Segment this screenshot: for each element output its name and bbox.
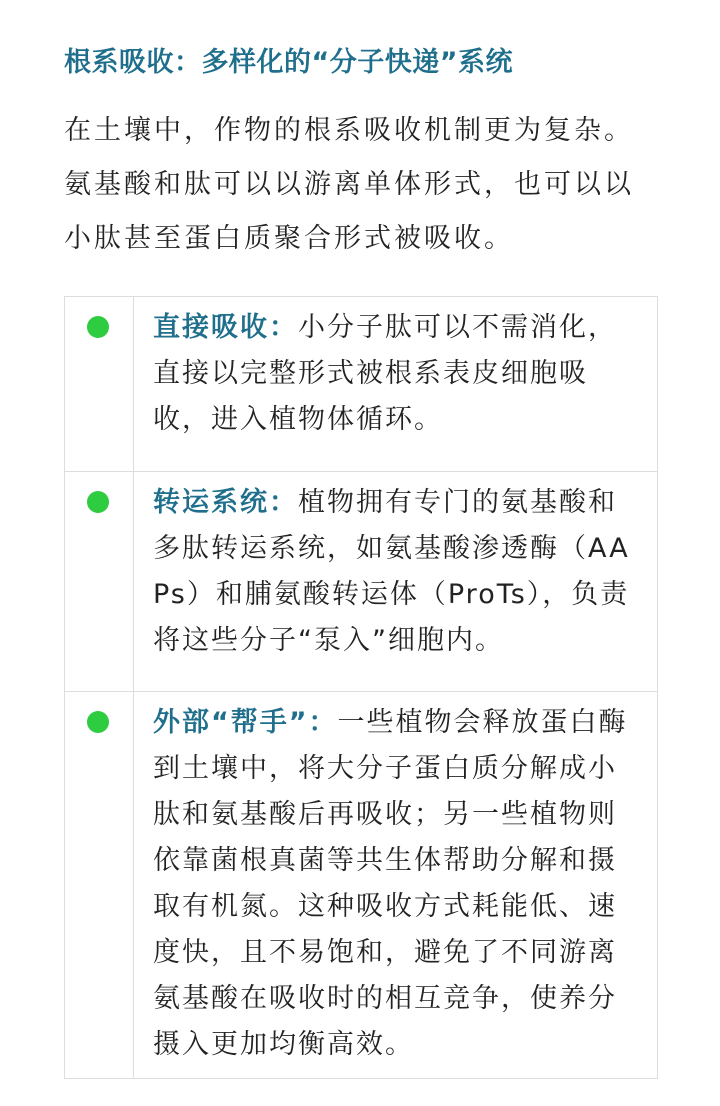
bullet-cell: [65, 472, 134, 691]
item-text: 小分子肽可以不需消化，: [298, 312, 617, 343]
item-line: 肽和氨基酸后再吸收；另一些植物则: [153, 799, 617, 830]
item-line: 到土壤中，将大分子蛋白质分解成小: [153, 753, 617, 784]
item-line: 依靠菌根真菌等共生体帮助分解和摄: [153, 845, 617, 876]
section-heading: 根系吸收：多样化的“分子快递”系统: [64, 47, 513, 78]
item-line: 氨基酸在吸收时的相互竞争，使养分: [153, 983, 617, 1014]
green-dot-icon: [87, 491, 109, 513]
item-line: Ps）和脯氨酸转运体（ProTs），负责: [153, 579, 630, 610]
list-item-content: [153, 472, 657, 684]
list-item-content: [153, 297, 657, 463]
item-line: 度快，且不易饱和，避免了不同游离: [153, 937, 617, 968]
intro-line: 在土壤中，作物的根系吸收机制更为复杂。: [64, 115, 634, 146]
item-term: 外部“帮手”：: [153, 707, 338, 738]
bullet-cell: [65, 692, 134, 1078]
absorption-list: [64, 296, 658, 1079]
intro-line: 小肽甚至蛋白质聚合形式被吸收。: [64, 223, 514, 254]
list-item-content: [153, 692, 657, 1088]
item-line: 将这些分子“泵入”细胞内。: [153, 625, 504, 656]
item-line: 收，进入植物体循环。: [153, 404, 443, 435]
list-item-transport-system: [65, 471, 657, 691]
list-item-direct-absorption: [65, 296, 657, 471]
item-line: [153, 700, 657, 746]
item-line: 摄入更加均衡高效。: [153, 1029, 414, 1060]
bullet-cell: [65, 297, 134, 471]
intro-line: 氨基酸和肽可以以游离单体形式，也可以以: [64, 169, 634, 200]
item-line: 多肽转运系统，如氨基酸渗透酶（AA: [153, 533, 630, 564]
green-dot-icon: [87, 316, 109, 338]
item-term: 直接吸收：: [153, 312, 298, 343]
green-dot-icon: [87, 711, 109, 733]
intro-paragraph: [64, 104, 674, 266]
item-text: 一些植物会释放蛋白酶: [337, 707, 628, 738]
item-line: 取有机氮。这种吸收方式耗能低、速: [153, 891, 617, 922]
item-line: 直接以完整形式被根系表皮细胞吸: [153, 358, 588, 389]
list-item-external-helpers: [65, 691, 657, 1078]
item-line: [153, 305, 657, 351]
item-line: [153, 480, 657, 526]
item-text: 植物拥有专门的氨基酸和: [298, 487, 617, 518]
item-term: 转运系统：: [153, 487, 298, 518]
